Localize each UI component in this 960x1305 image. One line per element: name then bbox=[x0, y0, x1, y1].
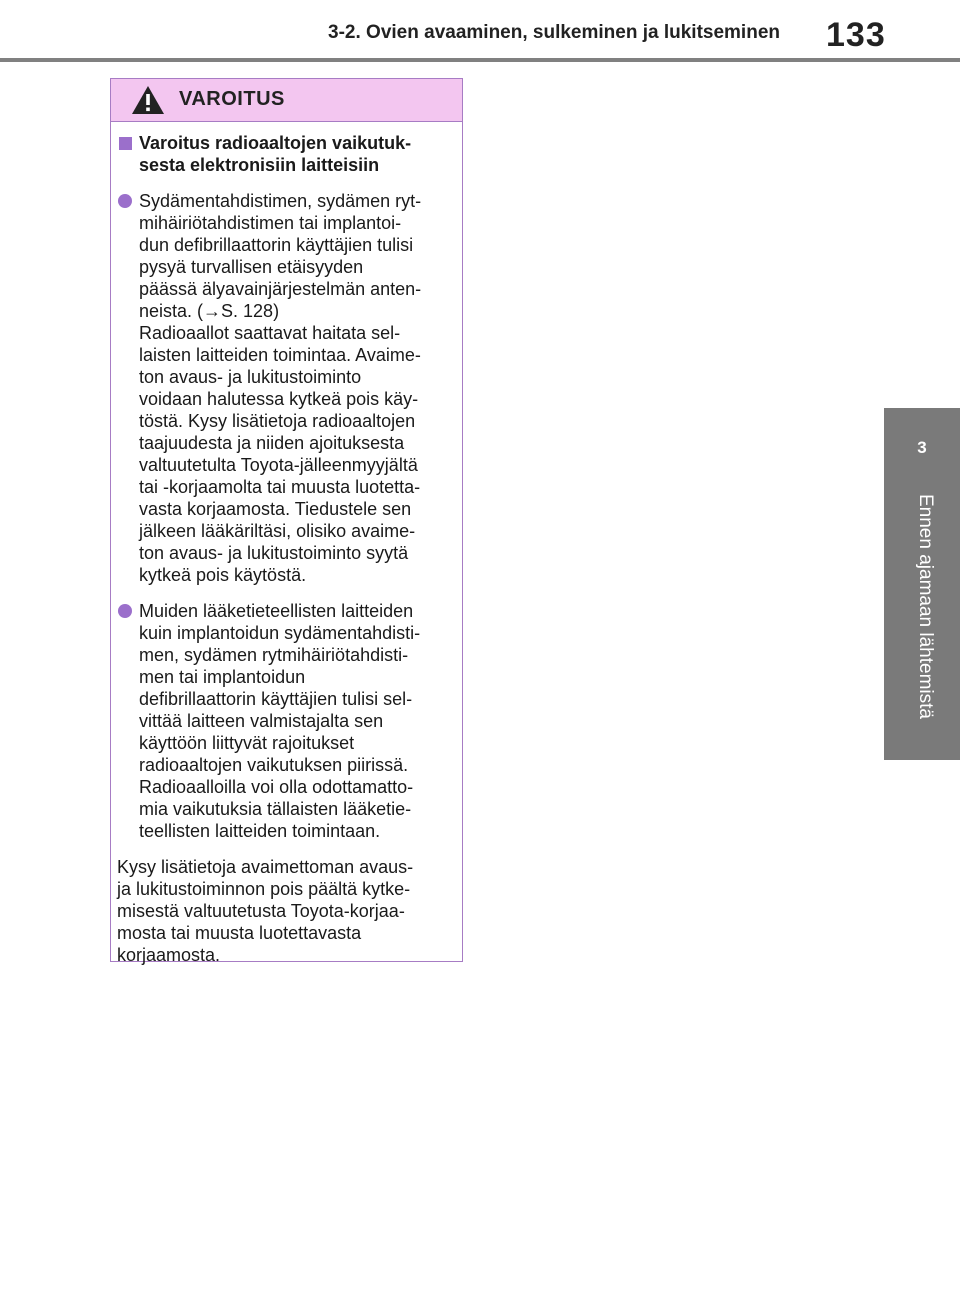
warning-header bbox=[111, 79, 462, 122]
chapter-number: 3 bbox=[917, 438, 927, 457]
list-item: Sydämentahdistimen, sydämen ryt- mihäiriötahdistimen tai implantoi- dun defibrillaattorin käyttäjien tulisi pysyä turvallisen etäisyyden päässä älyavainjärjestelmän anten- neista. (→S. 128) Radioaallot saattavat haitata sel- laisten laitteiden toimintaa. Avaime- ton avaus- ja lukitustoiminto voidaan halutessa kytkeä pois käy- töstä. Kysy lisätietoja radioaaltojen taajuudesta ja niiden ajoituksesta valtuutetulta Toyota-jälleenmyyjältä tai -korjaamolta tai muusta luotetta- vasta korjaamosta. Tiedustele sen jälkeen lääkäriltäsi, olisiko avaime- ton avaus- ja lukitustoiminto syytä kytkeä pois käytöstä. bbox=[117, 190, 448, 586]
square-bullet-icon bbox=[119, 137, 132, 150]
header-divider bbox=[0, 58, 960, 62]
warning-section-heading: Varoitus radioaaltojen vaikutuk- sesta elektronisiin laitteisiin bbox=[117, 132, 448, 176]
warning-content bbox=[111, 122, 462, 966]
round-bullet-icon bbox=[118, 194, 132, 208]
warning-triangle-icon bbox=[131, 85, 165, 115]
page-number: 133 bbox=[826, 16, 886, 54]
closing-paragraph: Kysy lisätietoja avaimettoman avaus- ja lukitustoiminnon pois päältä kytke- misestä valtuutetusta Toyota-korjaa- mosta tai muusta luotettavasta korjaamosta. bbox=[117, 857, 414, 965]
page-reference: neista. (→S. 128) bbox=[139, 301, 280, 321]
warning-box bbox=[110, 78, 463, 965]
warning-label: VAROITUS bbox=[179, 88, 285, 110]
round-bullet-icon bbox=[118, 604, 132, 618]
list-item: Muiden lääketieteellisten laitteiden kuin implantoidun sydämentahdisti- men, sydämen rytmihäiriötahdisti- men tai implantoidun defibrillaattorin käyttäjien tulisi sel- vittää laitteen valmistajalta sen käyttöön liittyvät rajoitukset radioaaltojen vaikutuksen piirissä. Radioaalloilla voi olla odottamatto- mia vaikutuksia tällaisten lääketie- teellisten laitteiden toimintaan. bbox=[117, 600, 448, 842]
section-title: 3-2. Ovien avaaminen, sulkeminen ja lukitseminen bbox=[328, 22, 780, 43]
chapter-label: Ennen ajamaan lähtemistä bbox=[915, 494, 936, 719]
